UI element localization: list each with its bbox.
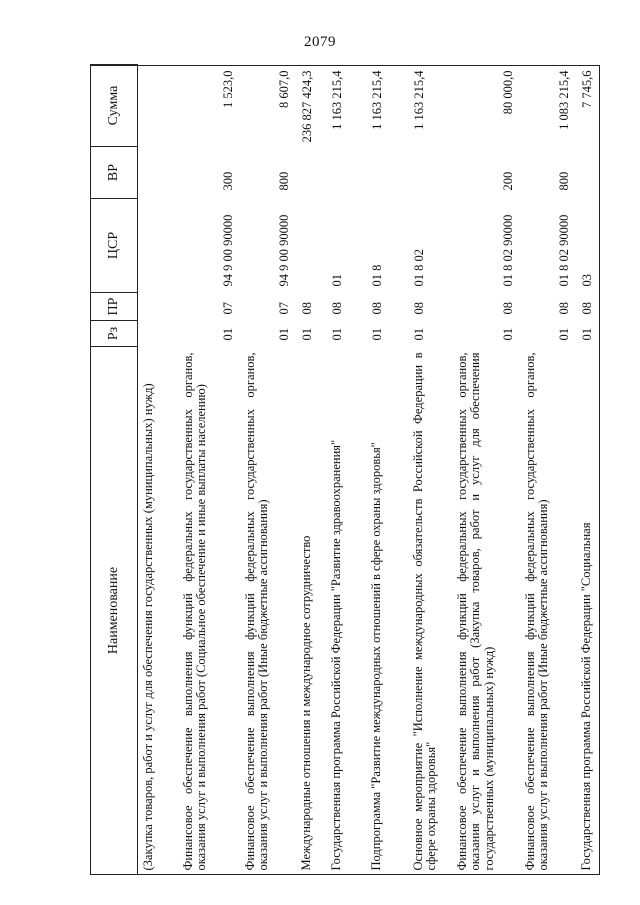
row-sum: 8 607,0 <box>277 70 291 108</box>
row-vr: 800 <box>557 171 571 191</box>
table-row <box>240 65 296 875</box>
row-rz: 01 <box>277 328 291 341</box>
budget-table <box>90 64 600 875</box>
row-vr: 300 <box>221 171 235 191</box>
header-sum: Сумма <box>91 65 138 147</box>
row-pr: 08 <box>369 302 384 315</box>
table-row <box>178 65 240 875</box>
row-pr: 08 <box>299 302 314 315</box>
row-sum: 1 083 215,4 <box>557 70 571 130</box>
row-rz <box>138 321 178 347</box>
header-pr: ПР <box>91 293 138 321</box>
table-row <box>326 65 366 875</box>
row-pr: 07 <box>277 302 291 315</box>
budget-table-sheet <box>90 65 600 875</box>
table-row <box>408 65 452 875</box>
row-name: Финансовое обеспечение выполнения функций федеральных государственных органов, оказания услуг и выполнения работ (Закупка товаров, работ и услуг для обеспечения государственных (муниципальных) нужд) <box>454 352 496 871</box>
table-row <box>296 65 326 875</box>
header-name: Наименование <box>91 347 138 875</box>
table-row <box>138 65 178 875</box>
row-name: Государственная программа Российской Федерации "Развитие здравоохранения" <box>328 439 343 871</box>
row-rz: 01 <box>579 328 594 341</box>
row-sum: 1 523,0 <box>221 70 235 108</box>
row-pr: 07 <box>221 302 235 315</box>
row-pr <box>138 293 178 321</box>
row-name: Международные отношения и международное сотрудничество <box>298 535 313 871</box>
row-vr <box>408 147 452 199</box>
header-vr: ВР <box>91 147 138 199</box>
row-vr <box>366 147 408 199</box>
table-row <box>576 65 600 875</box>
row-name: Финансовое обеспечение выполнения функций федеральных государственных органов, оказания услуг и выполнения работ (Иные бюджетные ассигнования) <box>522 352 550 871</box>
row-csr: 01 8 02 90000 <box>501 214 515 287</box>
row-rz: 01 <box>557 328 571 341</box>
row-csr: 01 8 02 <box>411 249 426 287</box>
row-pr: 08 <box>411 302 426 315</box>
row-vr <box>326 147 366 199</box>
row-sum: 1 163 215,4 <box>411 70 426 130</box>
row-csr: 01 8 <box>369 264 384 287</box>
page-number: 2079 <box>304 34 336 50</box>
table-row <box>520 65 576 875</box>
row-name: Финансовое обеспечение выполнения функций федеральных государственных органов, оказания услуг и выполнения работ (Иные бюджетные ассигнования) <box>242 352 270 871</box>
row-pr: 08 <box>579 302 594 315</box>
header-csr: ЦСР <box>91 199 138 293</box>
row-vr: 200 <box>501 171 515 191</box>
row-sum: 7 745,6 <box>579 70 594 108</box>
row-name: Основное мероприятие "Исполнение международных обязательств Российской Федерации в сфере охраны здоровья" <box>410 352 438 871</box>
row-name: Государственная программа Российской Федерации "Социальная <box>578 522 593 871</box>
row-pr: 08 <box>501 302 515 315</box>
row-rz: 01 <box>221 328 235 341</box>
row-rz: 01 <box>501 328 515 341</box>
table-row <box>366 65 408 875</box>
row-name: (Закупка товаров, работ и услуг для обеспечения государственных (муниципальных) нужд) <box>141 383 155 871</box>
row-sum <box>138 65 178 147</box>
row-sum: 80 000,0 <box>501 70 515 115</box>
row-vr: 800 <box>277 171 291 191</box>
row-csr <box>138 199 178 293</box>
table-row <box>452 65 520 875</box>
row-csr: 03 <box>579 274 594 287</box>
row-sum: 1 163 215,4 <box>329 70 344 130</box>
row-name: Подпрограмма "Развитие международных отношений в сфере охраны здоровья" <box>368 442 383 871</box>
row-csr <box>296 199 326 293</box>
row-pr: 08 <box>557 302 571 315</box>
row-vr <box>296 147 326 199</box>
row-rz: 01 <box>329 328 344 341</box>
row-name: Финансовое обеспечение выполнения функций федеральных государственных органов, оказания услуг и выполнения работ (Социальное обеспечение и иные выплаты населению) <box>180 352 208 871</box>
row-rz: 01 <box>369 328 384 341</box>
row-sum: 236 827 424,3 <box>299 70 314 143</box>
row-csr: 94 9 00 90000 <box>221 214 235 287</box>
table-header-row <box>91 65 138 875</box>
row-csr: 94 9 00 90000 <box>277 214 291 287</box>
row-rz: 01 <box>299 328 314 341</box>
row-sum: 1 163 215,4 <box>369 70 384 130</box>
row-vr <box>576 147 600 199</box>
row-pr: 08 <box>329 302 344 315</box>
row-rz: 01 <box>411 328 426 341</box>
row-vr <box>138 147 178 199</box>
header-rz: Рз <box>91 321 138 347</box>
row-csr: 01 <box>329 274 344 287</box>
rotated-table-area <box>90 65 600 875</box>
row-csr: 01 8 02 90000 <box>557 214 571 287</box>
